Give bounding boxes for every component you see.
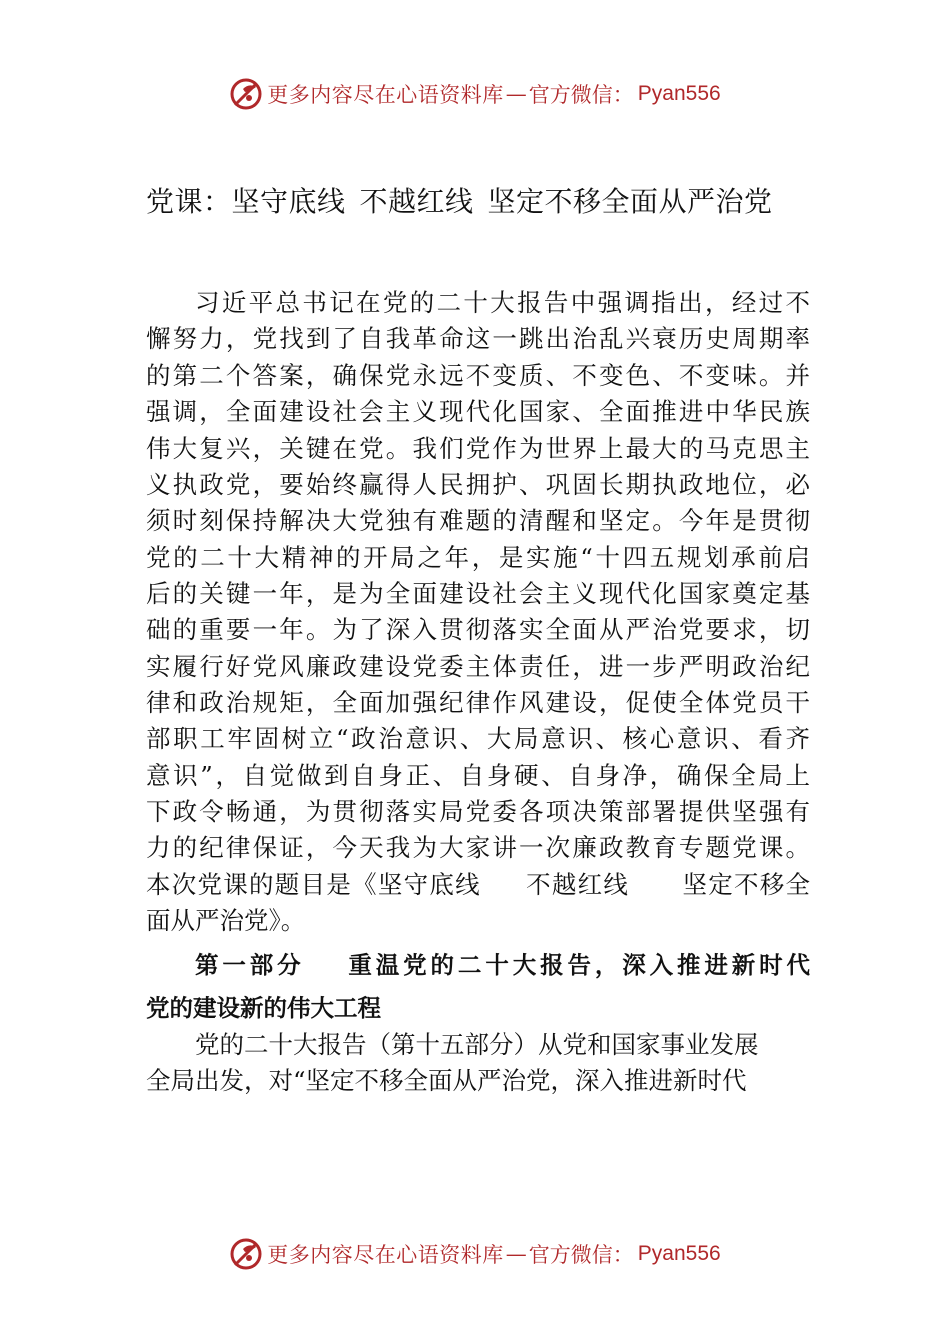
paragraph-line: 面从严治党》。 <box>146 906 306 935</box>
watermark-separator: — <box>505 1242 527 1266</box>
paragraph-line: 实履行好党风廉政建设党委主体责任，进一步严明政治纪 <box>146 652 810 681</box>
watermark-banner-bottom <box>0 1232 950 1276</box>
watermark-wechat-id: Pyan556 <box>637 82 721 105</box>
paragraph-line: 伟大复兴，关键在党。我们党作为世界上最大的马克思主 <box>146 434 810 463</box>
paragraph-line: 下政令畅通，为贯彻落实局党委各项决策部署提供坚强有 <box>146 797 810 826</box>
logo-icon <box>229 77 263 111</box>
topic-prefix: 本次党课的题目是《坚守底线 <box>146 870 481 899</box>
paragraph-line: 力的纪律保证，今天我为大家讲一次廉政教育专题党课。 <box>146 833 810 862</box>
paragraph-line-topic <box>146 867 810 903</box>
watermark-wechat-label: 官方微信： <box>528 1243 634 1267</box>
paragraph-line: 础的重要一年。为了深入贯彻落实全面从严治党要求，切 <box>146 615 810 644</box>
paragraph-line: 的第二个答案，确保党永远不变质、不变色、不变味。并 <box>146 361 810 390</box>
watermark-wechat-label: 官方微信： <box>528 83 634 107</box>
title-part-2: 不越红线 <box>359 185 474 218</box>
logo-icon <box>229 1237 263 1271</box>
document-title <box>146 180 846 220</box>
paragraph-line: 强调，全面建设社会主义现代化国家、全面推进中华民族 <box>146 397 810 426</box>
title-part-3: 坚定不移全面从严治党 <box>487 185 773 218</box>
topic-mid: 不越红线 <box>524 870 630 899</box>
paragraph-line: 后的关键一年，是为全面建设社会主义现代化国家奠定基 <box>146 579 810 608</box>
paragraph-line: 须时刻保持解决大党独有难题的清醒和坚定。今年是贯彻 <box>146 506 810 535</box>
paragraph-line: 律和政治规矩，全面加强纪律作风建设，促使全体党员干 <box>146 688 810 717</box>
paragraph-line: 全局出发，对“坚定不移全面从严治党，深入推进新时代 <box>146 1066 747 1095</box>
section-heading <box>195 947 810 983</box>
section-title-a: 重温党的二十大报告，深入推进新时代 <box>344 951 811 979</box>
topic-end: 坚定不移全 <box>681 870 811 899</box>
watermark-text: 更多内容尽在心语资料库 <box>267 1243 504 1267</box>
watermark-separator: — <box>505 82 527 106</box>
watermark-wechat-id: Pyan556 <box>637 1242 721 1265</box>
paragraph-line: 意识”，自觉做到自身正、自身硬、自身净，确保全局上 <box>146 761 810 790</box>
paragraph-line: 党的二十大报告（第十五部分）从党和国家事业发展 <box>195 1030 759 1059</box>
watermark-banner-top <box>0 72 950 116</box>
title-part-1: 党课：坚守底线 <box>146 185 346 218</box>
paragraph-line: 习近平总书记在党的二十大报告中强调指出，经过不 <box>195 288 810 317</box>
paragraph-line: 部职工牢固树立“政治意识、大局意识、核心意识、看齐 <box>146 724 810 753</box>
watermark-text: 更多内容尽在心语资料库 <box>267 83 504 107</box>
paragraph-line: 懈努力，党找到了自我革命这一跳出治乱兴衰历史周期率 <box>146 324 810 353</box>
paragraph-line: 义执政党，要始终赢得人民拥护、巩固长期执政地位，必 <box>146 470 810 499</box>
section-label: 第一部分 <box>195 951 305 979</box>
paragraph-line: 党的二十大精神的开局之年，是实施“十四五规划承前启 <box>146 543 810 572</box>
section-heading-cont: 党的建设新的伟大工程 <box>146 994 381 1022</box>
